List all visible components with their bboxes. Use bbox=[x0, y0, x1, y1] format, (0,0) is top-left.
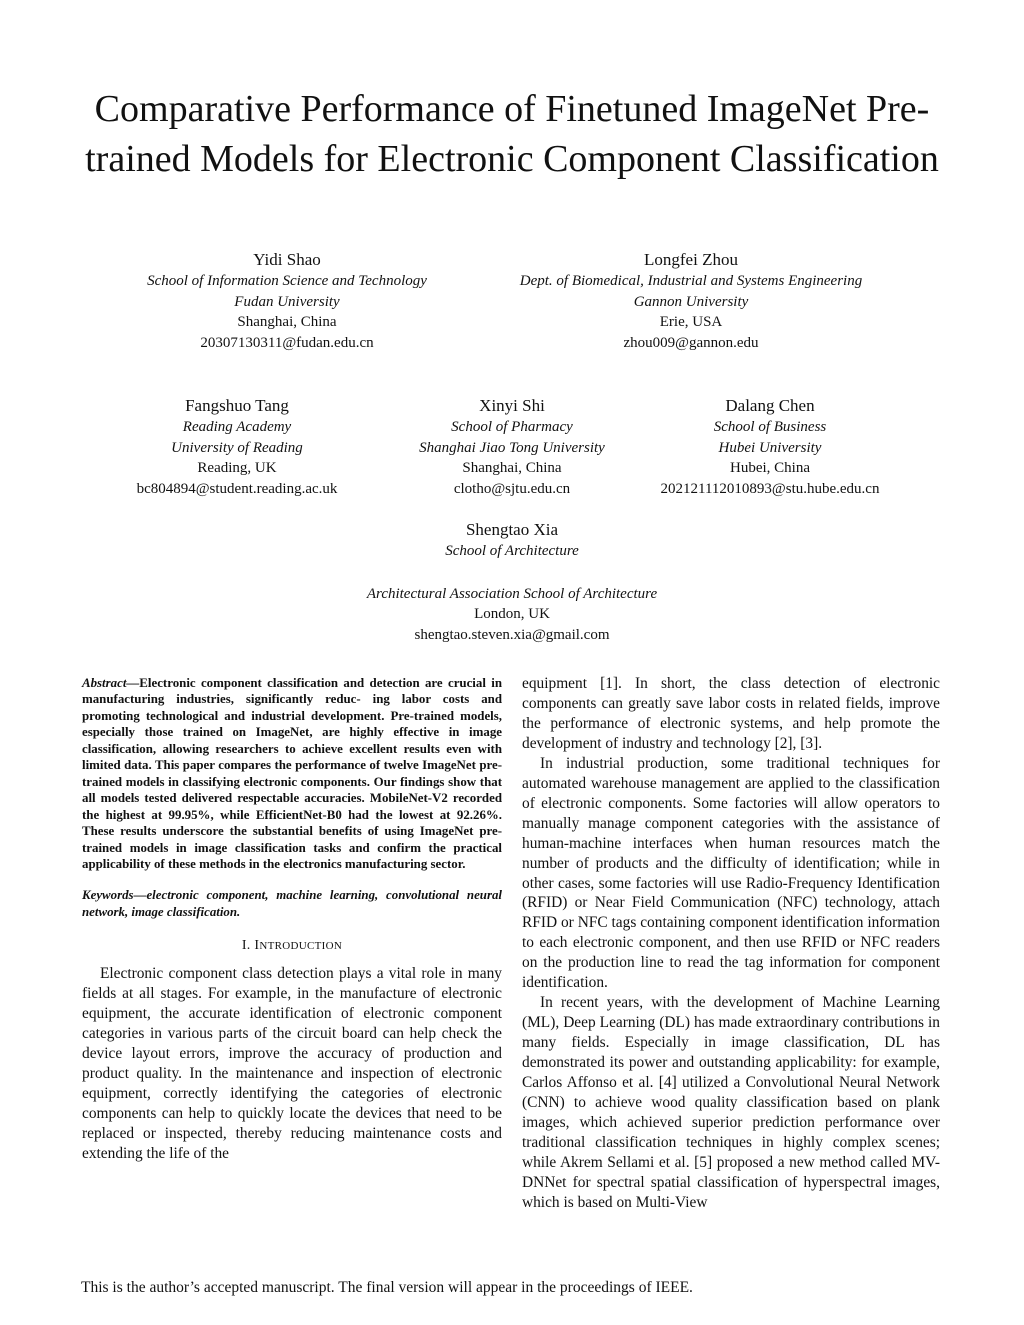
author-dept: School of Architecture bbox=[445, 543, 579, 559]
author-org: Gannon University bbox=[633, 293, 749, 310]
author-org: Fudan University bbox=[234, 293, 340, 310]
author-name: Fangshuo Tang bbox=[185, 396, 289, 415]
author-email: shengtao.steven.xia@gmail.com bbox=[414, 626, 610, 643]
abstract bbox=[82, 675, 502, 872]
author-block bbox=[312, 519, 712, 645]
paragraph: In recent years, with the development of Machine Learning (ML), Deep Learning (DL) has made extraordinary contributions in many fields. Especially in image classification, DL has demonstrated its power and outstanding applicability: for example, Carlos Affonso et al. [4] utilized a Convolutional Neural Network (CNN) to achieve wood quality classification based on plank images, which achieved superior prediction performance over traditional classification techniques in highly complex scenes; while Akrem Sellami et al. [5] proposed a new method called MV-DNNet for spectral spatial classification of hyperspectral images, which is based on Multi-View bbox=[522, 994, 940, 1211]
section-heading bbox=[82, 938, 502, 954]
author-org: Hubei University bbox=[718, 439, 822, 456]
intro-text bbox=[82, 964, 502, 1164]
author-dept: School of Pharmacy bbox=[451, 419, 573, 435]
author-email: 202121112010893@stu.hube.edu.cn bbox=[660, 480, 880, 497]
section-title-rest: NTRODUCTION bbox=[259, 940, 343, 953]
author-name: Shengtao Xia bbox=[465, 520, 559, 539]
paragraph: In industrial production, some traditional techniques for automated warehouse management are applied to the classification of electronic components. Some factories will allow operators to manually manage component categories with the assistance of human-machine interfaces when human resources match the number of products and the difficulty of identification; while in other cases, some factories will use Radio-Frequency Identification (RFID) or Near Field Communication (NFC) technology, attach RFID or NFC tags containing component identification information to each electronic component, and then use RFID or NFC readers on the production line to read the tag information for component identification. bbox=[522, 754, 940, 992]
author-dept: Reading Academy bbox=[182, 419, 292, 435]
author-block bbox=[480, 249, 902, 353]
author-email: clotho@sjtu.edu.cn bbox=[453, 480, 571, 497]
author-dept: School of Information Science and Technology bbox=[147, 273, 427, 289]
section-title-first: I bbox=[254, 938, 260, 954]
author-location: Hubei, China bbox=[730, 460, 810, 477]
author-email: zhou009@gannon.edu bbox=[623, 334, 759, 351]
section-number: I. bbox=[241, 938, 251, 954]
abstract-text: Electronic component classification and detection are crucial in manufacturing industries, significantly reduc- ing labor costs and promoting technological and industrial development. Pre-trained models, especially those trained on ImageNet, are highly effective in image classification, allowing researchers to achieve excellent results even with limited data. This paper compares the performance of twelve ImageNet pre-trained models in classifying electronic components. Our findings show that all models tested delivered respectable accuracies. MobileNet-V2 recorded the highest at 99.95%, while EfficientNet-B0 had the lowest at 92.26%. These results underscore the substantial benefits of using ImageNet pre-trained models in image classification tasks and confirm the practical applicability of these methods in the electronics manufacturing sector. bbox=[82, 676, 502, 871]
author-email: 20307130311@fudan.edu.cn bbox=[200, 334, 374, 351]
author-org: Shanghai Jiao Tong University bbox=[419, 439, 605, 456]
author-block bbox=[372, 395, 652, 499]
paragraph: equipment [1]. In short, the class detection of electronic components can greatly save labor costs in related fields, improve the performance of electronic systems, and help promote the development of industry and technology [2], [3]. bbox=[522, 675, 940, 752]
abstract-label: Abstract— bbox=[82, 676, 140, 690]
author-location: Shanghai, China bbox=[462, 460, 562, 477]
author-dept: Dept. of Biomedical, Industrial and Systems Engineering bbox=[519, 273, 863, 289]
author-email: bc804894@student.reading.ac.uk bbox=[136, 480, 338, 497]
author-name: Xinyi Shi bbox=[479, 396, 545, 415]
author-name: Longfei Zhou bbox=[644, 250, 738, 269]
author-location: London, UK bbox=[474, 606, 550, 623]
author-location: Erie, USA bbox=[659, 314, 723, 331]
author-block bbox=[630, 395, 910, 499]
left-column bbox=[82, 675, 502, 1164]
author-block bbox=[87, 395, 387, 499]
author-name: Yidi Shao bbox=[253, 250, 321, 269]
author-location: Shanghai, China bbox=[237, 314, 337, 331]
paper-title: Comparative Performance of Finetuned ImageNet Pre-trained Models for Electronic Component Classification bbox=[85, 88, 939, 180]
author-dept: School of Business bbox=[713, 419, 827, 435]
keywords: Keywords—electronic component, machine learning, convolutional neural network, image classification. bbox=[82, 888, 502, 919]
paragraph: Electronic component class detection plays a vital role in many fields at all stages. For example, in the manufacture of electronic equipment, the accurate identification of electronic component categories in various parts of the circuit board can help check the device layout errors, improve the accuracy of production and product quality. In the maintenance and inspection of electronic equipment, correctly identifying the categories of electronic components can help to quickly locate the devices that need to be replaced or inspected, thereby reducing maintenance costs and extending the life of the bbox=[82, 965, 502, 1162]
author-block bbox=[95, 249, 479, 353]
right-column bbox=[522, 674, 940, 1213]
author-org: University of Reading bbox=[171, 439, 303, 456]
author-location: Reading, UK bbox=[197, 460, 277, 477]
author-name: Dalang Chen bbox=[725, 396, 815, 415]
author-org: Architectural Association School of Architecture bbox=[366, 585, 658, 602]
manuscript-footer: This is the author’s accepted manuscript. The final version will appear in the proceedings of IEEE. bbox=[81, 1279, 693, 1296]
